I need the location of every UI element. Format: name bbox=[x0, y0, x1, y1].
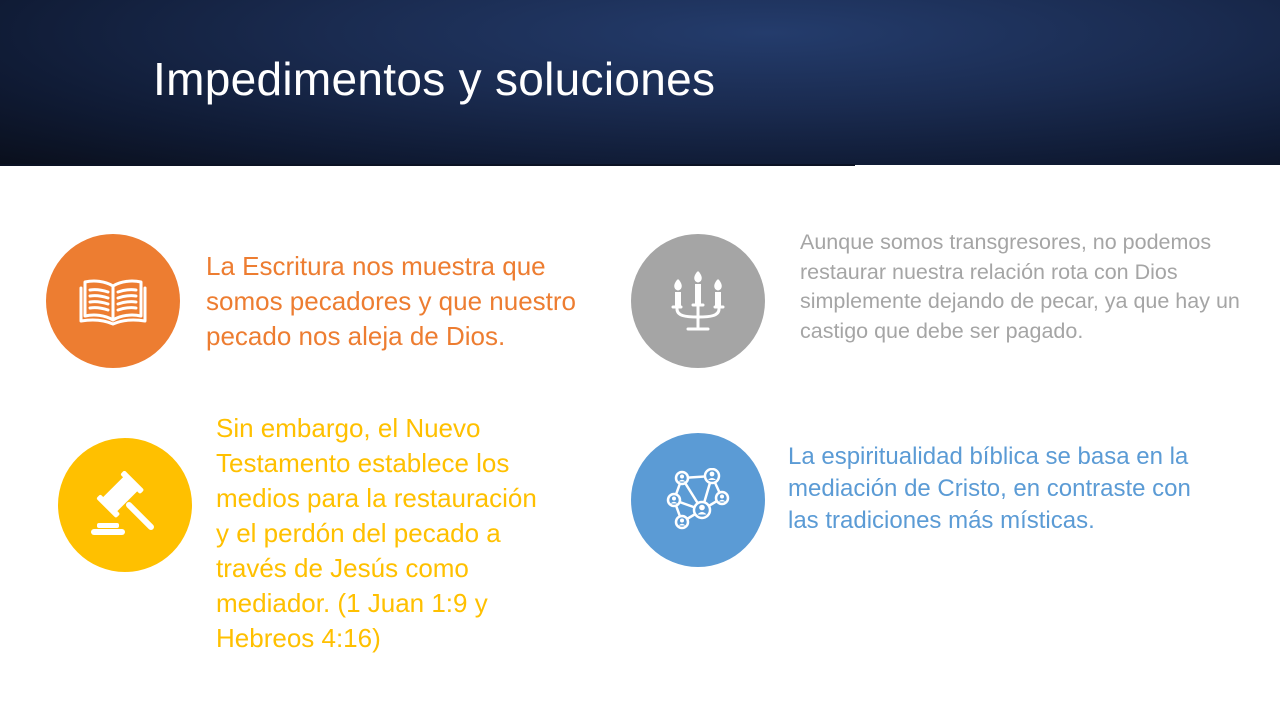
slide-title: Impedimentos y soluciones bbox=[153, 53, 716, 105]
network-people-icon bbox=[631, 433, 765, 567]
item-text-scripture: La Escritura nos muestra que somos pecadores y que nuestro pecado nos aleja de Dios. bbox=[206, 251, 576, 351]
banner-divider bbox=[0, 164, 855, 166]
item-text-new-testament: Sin embargo, el Nuevo Testamento establece los medios para la restauración y el perdón del pecado a través de Jesús como mediador. (1 Juan 1:9 y Hebreos 4:16) bbox=[216, 413, 537, 653]
item-text-restoration: Aunque somos transgresores, no podemos restaurar nuestra relación rota con Dios simplemente dejando de pecar, ya que hay un castigo que debe ser pagado. bbox=[800, 230, 1240, 343]
gavel-icon bbox=[58, 438, 192, 572]
candelabra-icon bbox=[631, 234, 765, 368]
item-text-mediation: La espiritualidad bíblica se basa en la mediación de Cristo, en contraste con las tradiciones más místicas. bbox=[788, 443, 1191, 534]
open-book-icon bbox=[46, 234, 180, 368]
